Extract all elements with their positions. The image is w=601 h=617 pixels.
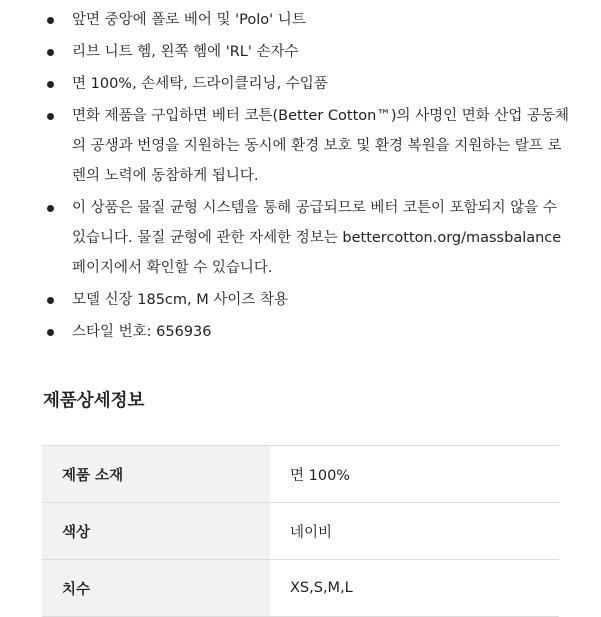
list-item [0, 193, 601, 283]
bullet-icon [47, 205, 54, 212]
list-item-text: 이 상품은 물질 균형 시스템을 통해 공급되므로 베터 코튼이 포함되지 않을 수 있습니다. 물질 균형에 관한 자세한 정보는 bettercotton.org/massbalance 페이지에서 확인할 수 있습니다. [72, 200, 562, 276]
list-item-text: 면화 제품을 구입하면 베터 코튼(Better Cotton™)의 사명인 면화 산업 공동체의 공생과 번영을 지원하는 동시에 환경 보호 및 환경 복원을 지원하는 랄프 로렌의 노력에 동참하게 됩니다. [72, 108, 570, 184]
product-details-table [42, 445, 559, 617]
row-label: 치수 [42, 560, 270, 617]
table-row [42, 560, 559, 617]
bullet-icon [47, 81, 54, 88]
row-label: 제품 소재 [42, 446, 270, 503]
product-description-list [0, 5, 601, 349]
list-item [0, 101, 601, 191]
bullet-icon [47, 329, 54, 336]
list-item-text: 앞면 중앙에 폴로 베어 및 'Polo' 니트 [72, 12, 306, 28]
list-item-text: 리브 니트 헴, 왼쪽 헴에 'RL' 손자수 [72, 44, 299, 60]
table-row [42, 446, 559, 503]
list-item [0, 37, 601, 67]
list-item [0, 5, 601, 35]
list-item [0, 69, 601, 99]
list-item-text: 스타일 번호: 656936 [72, 324, 212, 340]
row-value: 네이비 [270, 503, 559, 560]
section-title: 제품상세정보 [43, 391, 145, 411]
bullet-icon [47, 49, 54, 56]
bullet-icon [47, 297, 54, 304]
list-item-text: 모델 신장 185cm, M 사이즈 착용 [72, 292, 289, 308]
row-value: XS,S,M,L [270, 560, 559, 617]
list-item-text: 면 100%, 손세탁, 드라이클리닝, 수입품 [72, 76, 328, 92]
row-value: 면 100% [270, 446, 559, 503]
table-row [42, 503, 559, 560]
list-item [0, 285, 601, 315]
row-label: 색상 [42, 503, 270, 560]
bullet-icon [47, 17, 54, 24]
list-item [0, 317, 601, 347]
bullet-icon [47, 113, 54, 120]
